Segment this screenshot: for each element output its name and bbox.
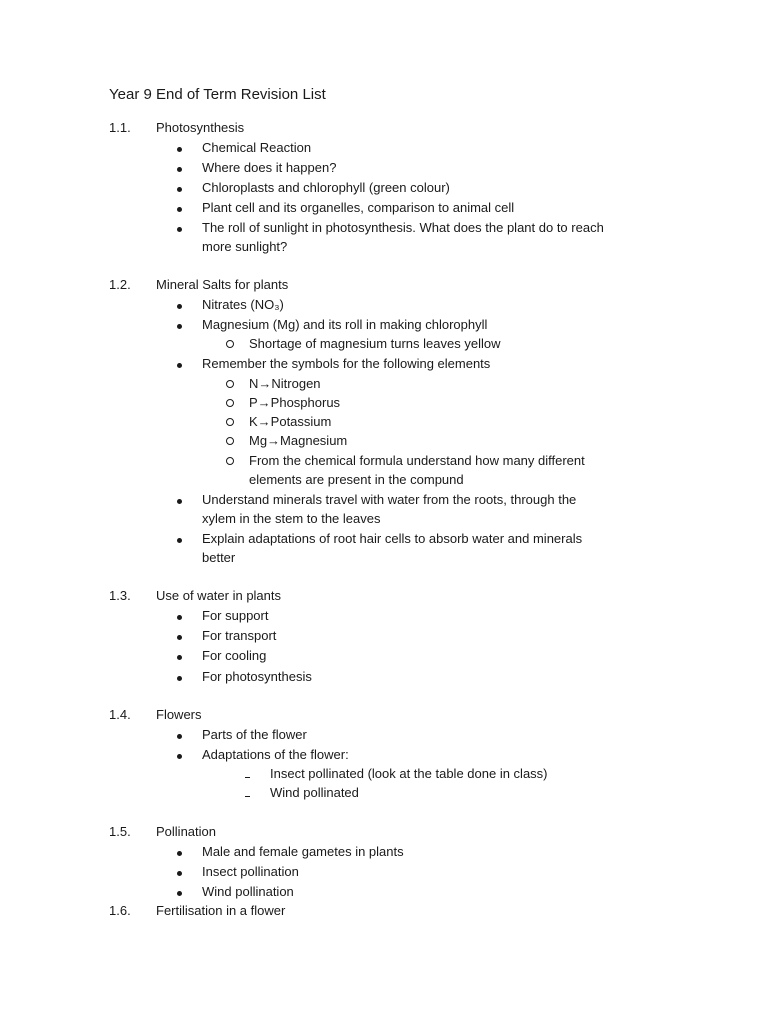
list-item: Male and female gametes in plants — [202, 844, 404, 859]
list-item: For photosynthesis — [202, 669, 312, 684]
dash-bullet-icon — [245, 783, 250, 802]
list-item: Explain adaptations of root hair cells to absorb water and minerals — [202, 531, 583, 546]
bullet-icon — [177, 667, 182, 686]
bullet-icon — [177, 745, 182, 764]
bullet-icon — [177, 882, 182, 901]
circle-bullet-icon — [226, 334, 234, 353]
list-item-continuation: better — [202, 550, 236, 565]
circle-bullet-icon — [226, 393, 234, 412]
circle-bullet-icon — [226, 412, 234, 431]
section-number: 1.5. — [109, 824, 131, 839]
section-heading: Pollination — [156, 824, 216, 839]
section-number: 1.2. — [109, 277, 131, 292]
sub-list-item: From the chemical formula understand how many different — [249, 453, 585, 468]
bullet-icon — [177, 626, 182, 645]
list-item: Understand minerals travel with water from the roots, through the — [202, 492, 577, 507]
bullet-icon — [177, 295, 182, 314]
section-heading: Mineral Salts for plants — [156, 277, 289, 292]
section-number: 1.1. — [109, 120, 131, 135]
list-item: For transport — [202, 628, 277, 643]
bullet-icon — [177, 198, 182, 217]
sub-list-item: Wind pollinated — [270, 785, 359, 800]
bullet-icon — [177, 354, 182, 373]
list-item: Insect pollination — [202, 864, 299, 879]
list-item: Wind pollination — [202, 884, 294, 899]
section-heading: Flowers — [156, 707, 202, 722]
section-number: 1.4. — [109, 707, 131, 722]
circle-bullet-icon — [226, 451, 234, 470]
page-title: Year 9 End of Term Revision List — [109, 86, 326, 103]
list-item-continuation: xylem in the stem to the leaves — [202, 511, 381, 526]
list-item: Nitrates (NO₃) — [202, 297, 284, 312]
list-item: For cooling — [202, 648, 267, 663]
list-item: Magnesium (Mg) and its roll in making chlorophyll — [202, 317, 488, 332]
bullet-icon — [177, 218, 182, 237]
bullet-icon — [177, 529, 182, 548]
bullet-icon — [177, 725, 182, 744]
bullet-icon — [177, 862, 182, 881]
circle-bullet-icon — [226, 431, 234, 450]
bullet-icon — [177, 315, 182, 334]
section-heading: Fertilisation in a flower — [156, 903, 286, 918]
list-item: Chloroplasts and chlorophyll (green colour) — [202, 180, 450, 195]
bullet-icon — [177, 842, 182, 861]
sub-list-item: N→Nitrogen — [249, 376, 321, 391]
section-heading: Use of water in plants — [156, 588, 282, 603]
section-number: 1.3. — [109, 588, 131, 603]
section-heading: Photosynthesis — [156, 120, 245, 135]
list-item: Parts of the flower — [202, 727, 307, 742]
list-item: For support — [202, 608, 269, 623]
section-number: 1.6. — [109, 903, 131, 918]
list-item: The roll of sunlight in photosynthesis. What does the plant do to reach — [202, 220, 604, 235]
list-item: Plant cell and its organelles, comparison to animal cell — [202, 200, 515, 215]
sub-list-item: K→Potassium — [249, 414, 332, 429]
bullet-icon — [177, 606, 182, 625]
list-item: Adaptations of the flower: — [202, 747, 349, 762]
circle-bullet-icon — [226, 374, 234, 393]
dash-bullet-icon — [245, 764, 250, 783]
sub-list-item-continuation: elements are present in the compund — [249, 472, 464, 487]
sub-list-item: Insect pollinated (look at the table done in class) — [270, 766, 548, 781]
bullet-icon — [177, 138, 182, 157]
bullet-icon — [177, 178, 182, 197]
list-item: Remember the symbols for the following elements — [202, 356, 491, 371]
bullet-icon — [177, 490, 182, 509]
list-item: Chemical Reaction — [202, 140, 312, 155]
sub-list-item: P→Phosphorus — [249, 395, 341, 410]
bullet-icon — [177, 158, 182, 177]
bullet-icon — [177, 646, 182, 665]
list-item: Where does it happen? — [202, 160, 337, 175]
list-item-continuation: more sunlight? — [202, 239, 288, 254]
sub-list-item: Mg→Magnesium — [249, 433, 348, 448]
sub-list-item: Shortage of magnesium turns leaves yellow — [249, 336, 501, 351]
